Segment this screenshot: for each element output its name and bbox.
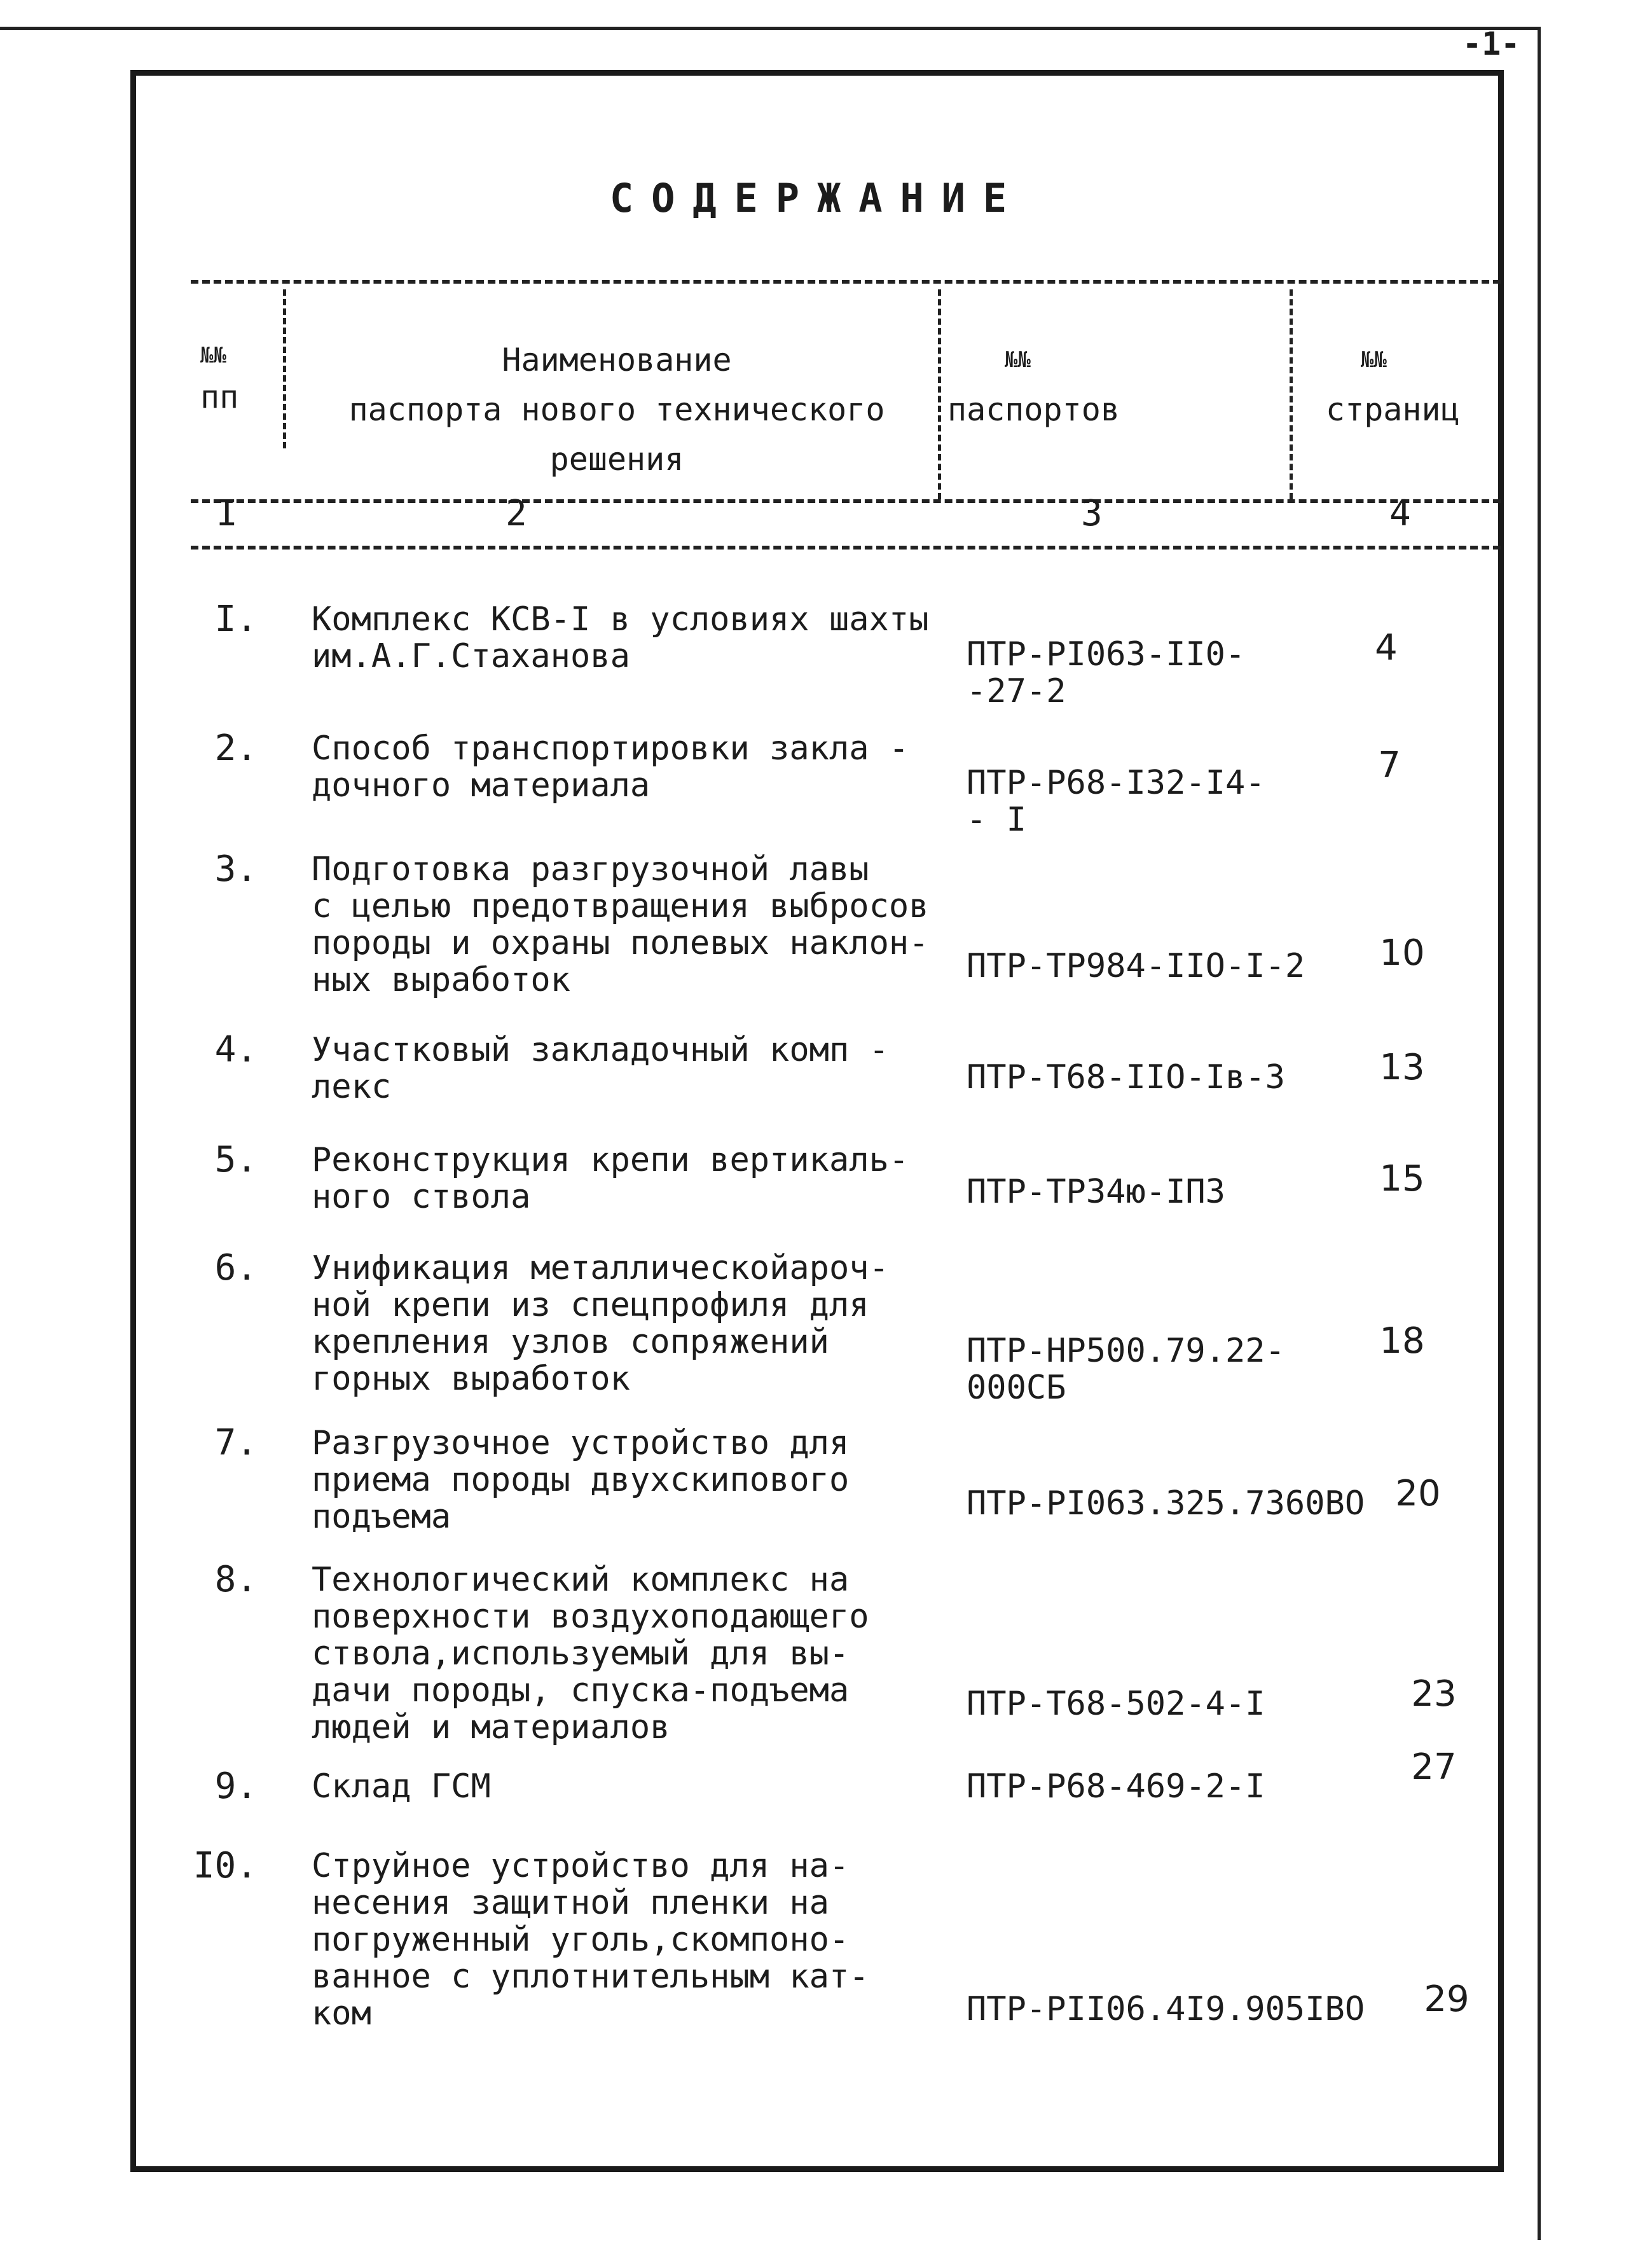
col-number-1: I [216,493,238,534]
row-7-page: 20 [1395,1473,1441,1514]
row-6-name: Унификация металлическойароч- ной крепи из спецпрофиля для крепления узлов сопряжений горных выработок [312,1249,889,1398]
header-mid-rule [191,499,1501,503]
row-3-page: 10 [1379,932,1425,974]
page-title: СОДЕРЖАНИЕ [609,175,1025,221]
col-number-4: 4 [1389,493,1411,534]
top-rule [0,27,1539,30]
row-8-passport: ПТР-Т68-502-4-I [967,1685,1265,1723]
row-10-name: Струйное устройство для на- несения защитной пленки на погруженный уголь,скомпоно- ванное с уплотнительным кат- ком [312,1847,869,2033]
header-top-rule [191,280,1501,284]
row-6-number: 6. [214,1247,258,1289]
col-number-3: 3 [1081,493,1103,534]
row-9-name: Склад ГСМ [312,1767,491,1806]
row-3-name: Подготовка разгрузочной лавы с целью предотвращения выбросов породы и охраны полевых наклон- ных выработок [312,850,929,999]
row-2-name: Способ транспортировки закла - дочного материала [312,729,909,805]
row-2-page: 7 [1378,745,1401,786]
row-8-page: 23 [1411,1673,1457,1715]
row-6-page: 18 [1379,1320,1425,1362]
row-9-page: 27 [1411,1746,1457,1788]
row-8-name: Технологический комплекс на поверхности воздухоподающего ствола,используемый для вы- дачи породы, спуска-подъема людей и материалов [312,1561,869,1746]
row-2-number: 2. [214,728,258,769]
right-rule [1538,27,1541,2240]
row-7-name: Разгрузочное устройство для приема породы двухскипового подъема [312,1424,850,1536]
row-4-number: 4. [214,1029,258,1070]
header-col4-label: страниц [1326,391,1460,428]
header-col1-no: №№ [200,343,226,368]
row-8-number: 8. [214,1559,258,1600]
header-col1-label: пп [200,378,239,415]
row-7-passport: ПТР-РI063.325.7360ВО [967,1484,1365,1523]
row-5-passport: ПТР-ТР34ю-IП3 [967,1173,1225,1211]
row-5-name: Реконструкция крепи вертикаль- ного ствола [312,1141,909,1216]
row-7-number: 7. [214,1422,258,1463]
header-col4-no: №№ [1361,347,1387,373]
col-number-2: 2 [506,493,527,534]
row-6-passport: ПТР-НР500.79.22- 000СБ [967,1332,1285,1407]
header-bottom-rule [191,546,1501,550]
row-10-passport: ПТР-РII06.4I9.905IВО [967,1990,1365,2028]
header-col3-label: паспортов [947,391,1120,428]
row-1-number: I. [214,598,258,640]
col-separator-1 [283,289,286,448]
row-4-name: Участковый закладочный комп - лекс [312,1031,889,1106]
row-9-number: 9. [214,1766,258,1807]
row-3-number: 3. [214,848,258,890]
row-1-page: 4 [1375,627,1398,668]
row-1-name: Комплекс КСВ-I в условиях шахты им.А.Г.Стаханова [312,600,929,675]
col-separator-3 [1290,289,1293,499]
row-5-number: 5. [214,1139,258,1180]
col-separator-2 [938,289,941,499]
row-5-page: 15 [1379,1158,1425,1200]
row-3-passport: ПТР-ТР984-IIО-I-2 [967,947,1305,985]
header-col2-label: Наименование паспорта нового технического решения [348,342,885,478]
row-1-passport: ПТР-РI063-II0- -27-2 [967,635,1246,710]
row-4-page: 13 [1379,1047,1425,1088]
row-10-number: I0. [193,1845,258,1886]
header-col3-no: №№ [1005,347,1031,373]
row-2-passport: ПТР-Р68-I32-I4- - I [967,764,1265,839]
row-9-passport: ПТР-Р68-469-2-I [967,1767,1265,1806]
page-number: -1- [1463,25,1520,62]
row-10-page: 29 [1424,1979,1470,2020]
row-4-passport: ПТР-Т68-IIО-Iв-3 [967,1058,1285,1096]
